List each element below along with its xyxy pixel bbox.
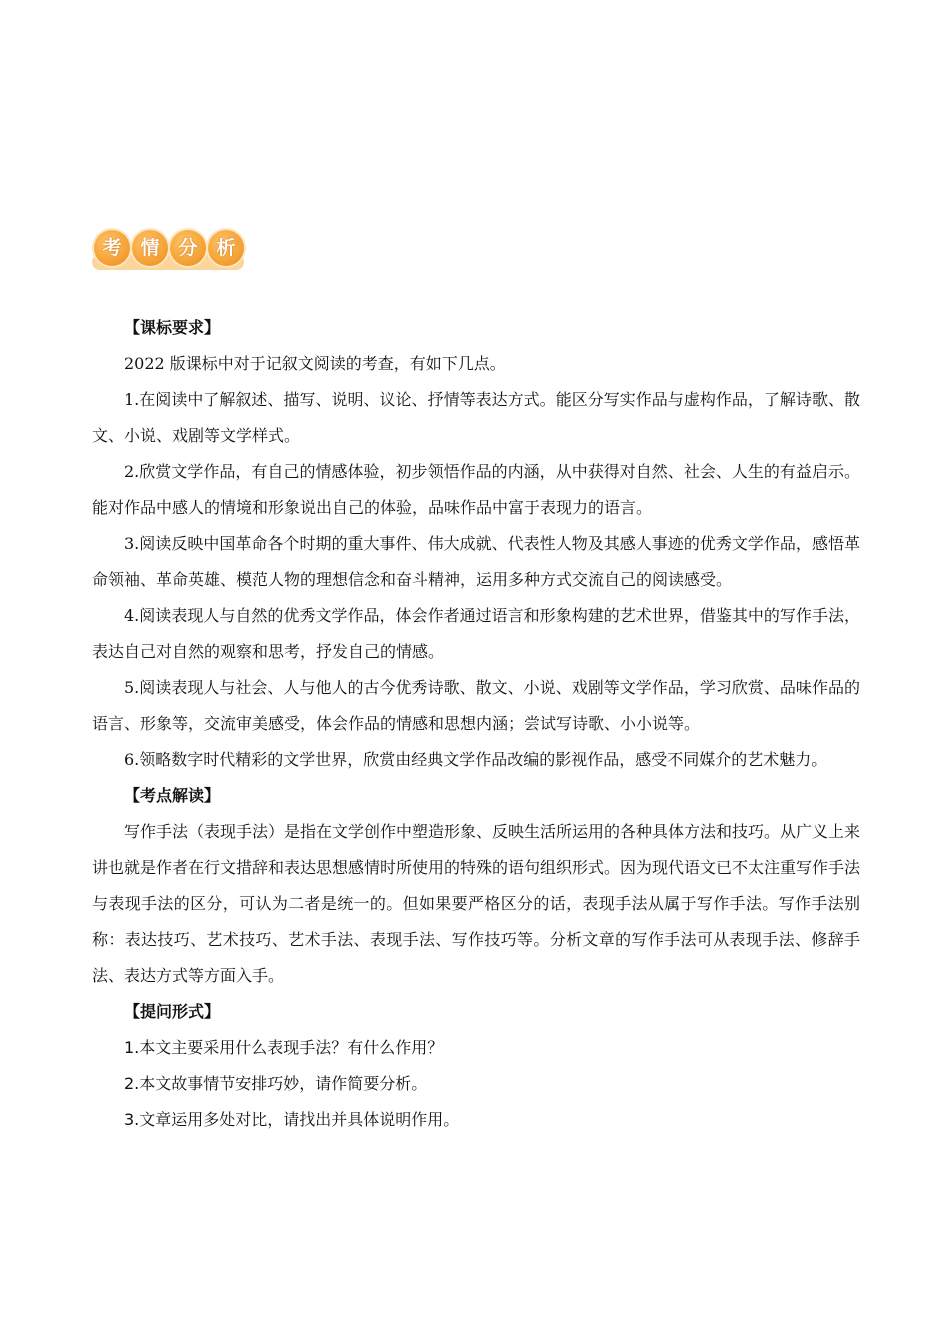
analysis-text: 写作手法（表现手法）是指在文学创作中塑造形象、反映生活所运用的各种具体方法和技巧。从广义上来讲也就是作者在行文措辞和表达思想感情时所使用的特殊的语句组织形式。因为现代语文已不太注重写作手法与表现手法的区分，可认为二者是统一的。但如果要严格区分的话，表现手法从属于写作手法。写作手法别称：表达技巧、艺术技巧、艺术手法、表现手法、写作技巧等。分析文章的写作手法可从表现手法、修辞手法、表达方式等方面入手。	[92, 822, 861, 985]
banner-badge-3: 分	[170, 230, 206, 266]
question-item-3: 3.文章运用多处对比，请找出并具体说明作用。	[124, 1110, 460, 1129]
section-banner	[88, 228, 248, 276]
question-forms-heading: 【提问形式】	[124, 1002, 221, 1021]
curriculum-item-4: 4.阅读表现人与自然的优秀文学作品，体会作者通过语言和形象构建的艺术世界，借鉴其中的写作手法，表达自己对自然的观察和思考，抒发自己的情感。	[92, 606, 860, 661]
question-item-1: 1.本文主要采用什么表现手法？有什么作用？	[124, 1038, 444, 1057]
curriculum-heading: 【课标要求】	[124, 318, 221, 337]
question-item-2: 2.本文故事情节安排巧妙，请作简要分析。	[124, 1074, 428, 1093]
banner-badge-1: 考	[94, 230, 130, 266]
curriculum-item-2: 2.欣赏文学作品，有自己的情感体验，初步领悟作品的内涵，从中获得对自然、社会、人生的有益启示。能对作品中感人的情境和形象说出自己的体验，品味作品中富于表现力的语言。	[92, 462, 860, 517]
banner-badge-4: 析	[208, 230, 244, 266]
banner-badge-2: 情	[132, 230, 168, 266]
curriculum-item-1: 1.在阅读中了解叙述、描写、说明、议论、抒情等表达方式。能区分写实作品与虚构作品，了解诗歌、散文、小说、戏剧等文学样式。	[92, 390, 860, 445]
curriculum-item-5: 5.阅读表现人与社会、人与他人的古今优秀诗歌、散文、小说、戏剧等文学作品，学习欣赏、品味作品的语言、形象等，交流审美感受，体会作品的情感和思想内涵；尝试写诗歌、小小说等。	[92, 678, 860, 733]
curriculum-item-3: 3.阅读反映中国革命各个时期的重大事件、伟大成就、代表性人物及其感人事迹的优秀文学作品，感悟革命领袖、革命英雄、模范人物的理想信念和奋斗精神，运用多种方式交流自己的阅读感受。	[92, 534, 860, 589]
analysis-heading: 【考点解读】	[124, 786, 221, 805]
document-body	[92, 310, 860, 1138]
curriculum-item-6: 6.领略数字时代精彩的文学世界，欣赏由经典文学作品改编的影视作品，感受不同媒介的艺术魅力。	[124, 750, 828, 769]
curriculum-intro: 2022 版课标中对于记叙文阅读的考查，有如下几点。	[124, 354, 506, 373]
